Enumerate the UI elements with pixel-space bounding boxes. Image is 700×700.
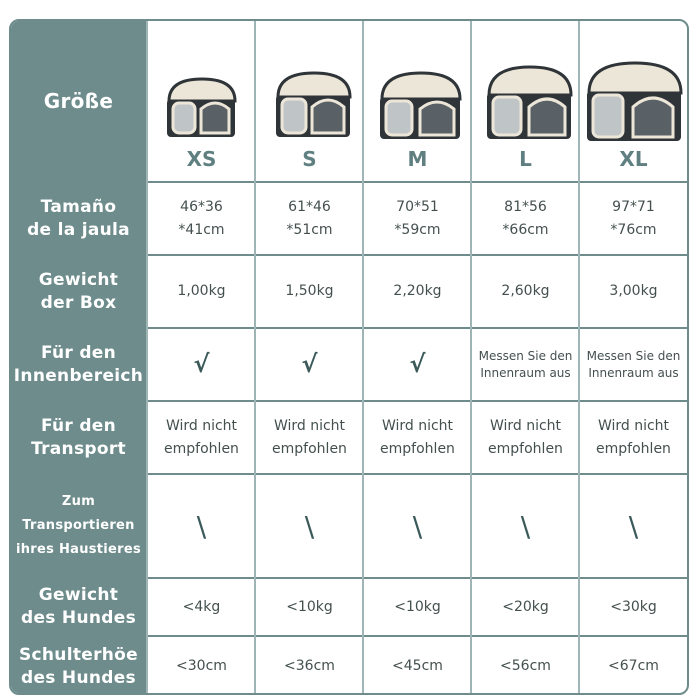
cell-cage-size-xl: 97*71 *76cm — [610, 198, 657, 238]
cell-transport-use-m: Wird nicht empfohlen — [380, 417, 455, 457]
cell-indoor-use-m: √ — [409, 350, 426, 378]
cell-dog-weight-xs: <4kg — [182, 598, 221, 615]
cell-cage-size-l: 81*56 *66cm — [502, 198, 549, 238]
row-label-indoor-use: Für den Innenbereich — [13, 342, 144, 386]
cell-dog-shoulder-height-l: <56cm — [500, 658, 551, 674]
cell-dog-weight-m: <10kg — [394, 598, 441, 615]
size-letter-s: S — [302, 147, 317, 171]
cell-indoor-use-s: √ — [301, 350, 318, 378]
size-comparison-table — [9, 19, 689, 695]
cell-transport-use-l: Wird nicht empfohlen — [488, 417, 563, 457]
crate-image-m — [376, 69, 466, 143]
cell-cage-size-s: 61*46 *51cm — [286, 198, 333, 238]
cell-dog-weight-l: <20kg — [502, 598, 549, 615]
cell-pet-transport-s: \ — [304, 509, 315, 543]
cell-cage-size-xs: 46*36 *41cm — [178, 198, 225, 238]
header-label: Größe — [43, 89, 114, 113]
row-label-dog-weight: Gewicht des Hundes — [21, 585, 136, 628]
cell-box-weight-m: 2,20kg — [393, 283, 442, 299]
cell-dog-weight-xl: <30kg — [610, 598, 657, 615]
cell-indoor-use-xl: Messen Sie den Innenraum aus — [586, 348, 681, 380]
size-letter-xl: XL — [619, 147, 648, 171]
cell-pet-transport-xl: \ — [628, 509, 639, 543]
cell-box-weight-xl: 3,00kg — [609, 283, 658, 299]
cell-dog-shoulder-height-s: <36cm — [284, 658, 335, 674]
crate-image-xs — [163, 75, 243, 141]
cell-transport-use-s: Wird nicht empfohlen — [272, 417, 347, 457]
row-label-transport-use: Für den Transport — [31, 415, 126, 459]
cell-dog-shoulder-height-m: <45cm — [392, 658, 443, 674]
cell-dog-weight-s: <10kg — [286, 598, 333, 615]
row-label-dog-shoulder-height: Schulterhöe des Hundes — [18, 644, 138, 688]
crate-image-l — [483, 63, 577, 143]
cell-transport-use-xs: Wird nicht empfohlen — [164, 417, 239, 457]
cell-transport-use-xl: Wird nicht empfohlen — [596, 417, 671, 457]
row-label-pet-transport: Zum Transportieren ihres Haustieres — [15, 494, 142, 557]
size-letter-l: L — [519, 147, 532, 171]
cell-cage-size-m: 70*51 *59cm — [394, 198, 441, 238]
row-label-box-weight: Gewicht der Box — [38, 269, 119, 313]
cell-indoor-use-l: Messen Sie den Innenraum aus — [478, 348, 573, 380]
cell-pet-transport-m: \ — [412, 509, 423, 543]
cell-box-weight-l: 2,60kg — [501, 283, 550, 299]
row-label-cage-size: Tamaño de la jaula — [27, 196, 130, 240]
cell-dog-shoulder-height-xl: <67cm — [608, 658, 659, 674]
cell-pet-transport-xs: \ — [196, 509, 207, 543]
cell-pet-transport-l: \ — [520, 509, 531, 543]
cell-box-weight-xs: 1,00kg — [177, 283, 226, 299]
cell-box-weight-s: 1,50kg — [285, 283, 334, 299]
crate-image-xl — [583, 59, 687, 145]
crate-image-s — [272, 69, 356, 141]
size-letter-xs: XS — [186, 147, 217, 171]
size-letter-m: M — [407, 147, 428, 171]
cell-dog-shoulder-height-xs: <30cm — [176, 658, 227, 674]
cell-indoor-use-xs: √ — [193, 350, 210, 378]
